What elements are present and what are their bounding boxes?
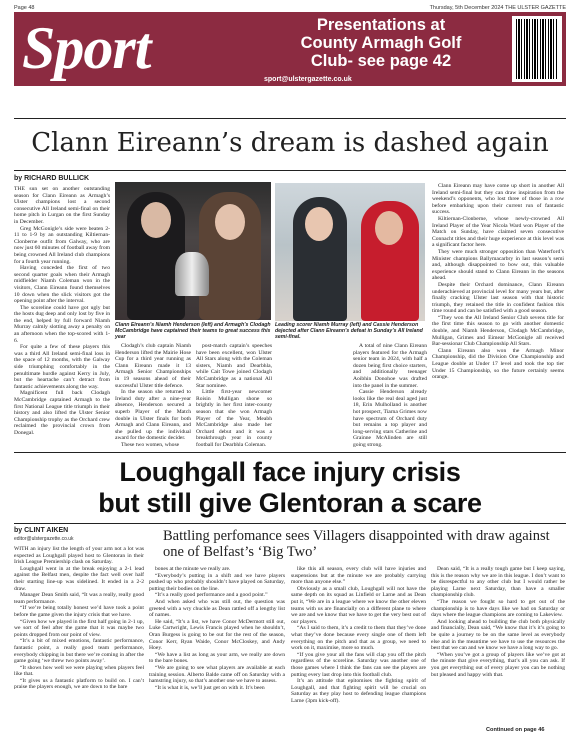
- dateline: Thursday, 5th December 2024 THE ULSTER GAZETTE: [429, 5, 566, 11]
- paragraph: They were much stronger opposition than Waterford’s Minister champions Ballymacarbry in last season’s semi and, although disappointed to bow out, this valuable experience should stand to Clann Eireann in the seasons ahead.: [432, 248, 564, 282]
- photo-captains-with-trophy: [115, 182, 271, 320]
- paragraph: Clann Eireann also won the Armagh Minor Championship, did the Division One Championship and League double at Under 17 level and took the top tier Under 15 Championship, so the future certainly seems orange.: [432, 347, 564, 381]
- story1-column-4: [353, 343, 427, 449]
- paragraph: Cassie Henderson already looks like the real deal aged just 18, Erin Mulholland is another hot prospect, Tiarna Grimes now have spectrum of Orchard duty but remains a top player and long-serving stars Catherine and Grainne McAlinden are still going strong.: [353, 389, 427, 448]
- divider: [14, 118, 566, 119]
- paragraph: Despite their Orchard dominance, Clann Eireann underachieved at provincial level for many years but, after finally cracking Ulster last season with that historic triumph, they retained the title in confident fashion this time round and can be satisfied with a good season.: [432, 281, 564, 315]
- paragraph: A total of nine Clann Eireann players featured for the Armagh senior team in 2024, with half a dozen being first choice starters, and additionally teenager Aoibhin Donohoe was drafted into the panel in the summer.: [353, 343, 427, 389]
- paragraph: He said, “It’s a list, we have Conor McDermott still out, Luke Cartwright, Lewis Francis played when he shouldn’t, Oran Burgess is going to be out for the rest of the season, Conor Kerr, Ryan Waide, Conor McCloskey, and Andy Hoey.: [149, 618, 285, 652]
- paragraph: “If you give your all the fans will clap you off the pitch regardless of the scoreline. Saturday was another one of those games where I think the fans can see the players are putting every last drop into this football club.: [291, 651, 426, 678]
- divider: [14, 523, 566, 524]
- paragraph: WITH an injury list the length of your arm not a lot was expected as Loughgall played host to Glentoran in their Irish League Premiership clash on Saturday.: [14, 546, 144, 566]
- paragraph: Greg McGonigle’s side were beaten 2-11 to 1-9 by an outstanding Kiltiernan-Clonberne outfit from Galway, who are now just 60 minutes of football away from being crowned All Ireland club champions for a fourth year running.: [14, 225, 110, 265]
- paragraph: “As I said to them, it’s a credit to them that they’ve done what they’ve done because every single one of them left everything on the pitch and that as a group, we need to work on it, maximise, more so much.: [291, 625, 426, 652]
- paragraph: Loughgall went in at the break enjoying a 2-1 lead against the Belfast men, despite the fact well over half their starting line-up was sidelined. It ended in a 2-2 draw.: [14, 565, 144, 592]
- barcode-bars: [516, 19, 558, 79]
- story2-byline: by CLINT AIKEN: [14, 527, 69, 534]
- paragraph: bones at the minute we really are.: [155, 566, 231, 572]
- paragraph: post-match captain’s speeches have been excellent, won Ulster All Stars along with the Coleman sisters, Niamh and Dearbhla, while Cait Towe joined Clodagh McCambridge as a national All Star nominee.: [196, 343, 272, 389]
- paragraph: “When you’ve got a group of players like we’ve got at the minute that give everything, that’s all you can ask. If you get everything out of every player you can be nothing but pleased and happy with that.: [431, 651, 565, 678]
- paragraph: Dean said, “It is a really tough game but I keep saying, this is the reason why we are in this league. I don’t want to be disrespectful to any other club but I would rather be playing Larne next Saturday, than have a smaller championship club.: [431, 566, 565, 599]
- paragraph: “Given how we played in the first half going in 2-1 up, we sort of feel after the game that it was maybe two points dropped from our point of view.: [14, 618, 144, 638]
- paragraph: Manager Dean Smith said, “It was a really, really good team performance.: [14, 592, 144, 605]
- paragraph: like this all season, every club will have injuries and suspensions but at the minute we are probably carrying more than anyone else.”: [291, 566, 426, 586]
- face-left: [141, 202, 171, 238]
- paragraph: “The reason we fought so hard to get out of the championship is to have days like we had on Saturday or days where the league champions are coming to Lakeview.: [431, 598, 565, 619]
- story2-column-2: [149, 566, 285, 736]
- story1-column-5: [432, 183, 564, 449]
- paragraph: Magnificent full back Clodagh McCambridge captained Armagh to the first National League title triumph in their history and also lifted the Ulster Senior Championship trophy as the Orchard crew reclaimed the provincial crown from Donegal.: [14, 390, 110, 436]
- story2-deck: Battling perfomance sees Villagers disappointed with draw against one of Belfast’s ‘Big Two’: [163, 528, 550, 560]
- story2-column-1: [14, 546, 144, 736]
- paragraph: Clodagh’s club captain Niamh Henderson lifted the Mairie Hose Cup for a third year running as Clann Eireann made it 13 Armagh Senior Championships in 19 seasons ahead of their successful Ulster title defence.: [115, 343, 191, 389]
- paragraph: And looking ahead to building the club both physically and financially, Dean said, “We know that it’s it’s going to be quite a journey to be on the same level as everybody else and in the meantime we have to use the resources the best that we can and we know we have a long way to go.: [431, 618, 565, 652]
- paragraph: The scoreline could have got ugly but the hosts dug deep and only lost by five in the end, helped by full forward Niamh Murray calmly slotting away a penalty on an afternoon when the top-scored with 1-6.: [14, 304, 110, 344]
- story1-column-3: [196, 343, 272, 449]
- face-right: [375, 211, 403, 245]
- divider: [14, 170, 566, 171]
- paragraph: Kiltiernan-Clonberne, whose newly-crowned All Ireland Player of the Year Nicola Ward won Player of the Match on Sunday, have claimed seven consecutive Connacht titles and their huge experience at this level was a significant factor here.: [432, 215, 564, 249]
- section-title: Sport: [22, 15, 151, 81]
- headline-line: but still give Glentoran a scare: [98, 488, 482, 518]
- divider: [14, 452, 566, 453]
- paragraph: “It shows how well we were playing when players feel like that.: [14, 664, 144, 678]
- page-number: Page 48: [14, 5, 35, 11]
- caption-2: Leading scorer Niamh Murray (left) and Cassie Henderson dejected after Clann Eireann’s defeat in Sunday’s All Ireland semi-final.: [275, 322, 423, 340]
- paragraph: Having conceded the first of two second quarter goals when their Armagh midfielder Niamh Coleman won in the visitors, Clann Eireann found themselves 10 down when the slick visitors got the opening point after the interval.: [14, 265, 110, 305]
- paragraph: “They won the All Ireland Senior Club sevens title for the first time this season to go with another domestic double, and Niamh Henderson, Clodagh McCambridge, Mulligan, Grimes and Eimear McGonigle all received Bar-sessionar Club Championship All Stars.: [432, 314, 564, 348]
- paragraph: Obviously as a small club, Loughgall will not have the same depth on its squad as Linfield or Larne and as Dean put it, “We are in a league where we know the other eleven teams with us are financially on a different plane to where we are and we know that we have to get the very best out of our players.: [291, 585, 426, 625]
- paragraph: “If we’re being totally honest we’d have took a point before the game given the injury crisis that we have.: [14, 605, 144, 618]
- paragraph: Little first-year newcomer Roisin Mulligan shone so brightly in her first inter-county season that she won Armagh Player of the Year, Meabh McCambridge also made her Orchard debut and it was a breakthrough year in county football for Dearbhla Coleman.: [196, 389, 272, 448]
- story1-headline: Clann Eireann’s dream is dashed again: [31, 128, 549, 158]
- paragraph: For quite a few of these players this was a third All Ireland semi-final loss in the space of 12 months, with the Galway side triumphing comfortably in the penultimate hurdle against Kerry in July, but the heartache can’t detract from fantastic achievements along the way.: [14, 344, 110, 390]
- paragraph: Clann Eireann may have come up short in another All Ireland semi-final but they can draw inspiration from the weekend’s opponents, who lost three of those in a row before embarking upon their current run of fantastic success.: [432, 183, 564, 216]
- promo-line: Club- see page 42: [310, 52, 452, 70]
- face-right: [215, 204, 245, 240]
- promo-box: [258, 16, 504, 72]
- continued-link[interactable]: Continued on page 46: [486, 727, 545, 733]
- story1-column-1: [14, 186, 110, 448]
- sport-email: sport@ulstergazette.co.uk: [264, 76, 352, 83]
- story1-byline: by RICHARD BULLICK: [14, 175, 90, 182]
- sport-masthead: [14, 12, 566, 86]
- barcode: [512, 16, 562, 82]
- paragraph: It’s an attitude that epitomises the fighting spirit of Loughgall, and that fighting spirit will be crucial on Saturday as they play host to defending league champions Larne (3pm kick-off).: [291, 678, 426, 704]
- paragraph: “It’s a bit of mixed emotions, fantastic performance, fantastic point, a really good team performance, everybody chipping in but there we’re coming in after the game going ‘we threw two points away’.: [14, 638, 144, 665]
- paragraph: “Everybody’s putting in a shift and we have players pushed up who probably shouldn’t have played on Saturday, putting their bodies on the line.: [149, 572, 285, 592]
- paragraph: These two women, whose: [121, 441, 180, 448]
- paragraph: “It gives us a fantastic platform to build on. I can’t praise the players enough, we are down to the bare: [14, 677, 144, 691]
- story2-column-4: [431, 566, 565, 724]
- story1-column-2: [115, 343, 191, 449]
- promo-line: Presentations at: [316, 16, 446, 34]
- paragraph: “We are going to see what players are available at each training session. Alberto Balde came off on Saturday with a hamstring injury, so that’s another one we have to assess.: [149, 664, 285, 685]
- face-left: [305, 207, 333, 241]
- paragraph: “It’s a really good performance and a good point.”: [155, 592, 268, 599]
- story2-headline: [14, 457, 566, 519]
- paragraph: “It is what it is, we’ll just get on with it. It’s been: [155, 684, 265, 691]
- promo-line: County Armagh Golf: [300, 34, 462, 52]
- story2-column-3: [291, 566, 426, 736]
- photo-dejected-players: [275, 183, 425, 321]
- story2-email: editor@ulstergazette.co.uk: [14, 536, 74, 542]
- paragraph: In the season she returned to Ireland duty after a nine-year absence, Henderson secured a superb Player of the Match double in Ulster finals for both Armagh and Clann Eireann, and she pulled up the individual award for the domestic decider.: [115, 389, 191, 442]
- paragraph: THE sun set on another outstanding season for Clann Eireann as Armagh’s Ulster champions lost a second consecutive All Ireland semi-final on their home pitch in Lurgan on the first Sunday in December.: [14, 186, 110, 225]
- caption-1: Clann Eireann’s Niamh Henderson (left) and Armagh’s Clodagh McCambridge have captained their teams to great success this year: [115, 322, 271, 340]
- paragraph: “We have a list as long as your arm, we really are down to the bare bones.: [149, 651, 285, 665]
- trophy: [175, 252, 209, 296]
- headline-line: Loughgall face injury crisis: [119, 457, 461, 487]
- paragraph: And when asked who was still out, the question was greeted with a wry chuckle as Dean rattled off a lengthy list of names.: [149, 598, 285, 619]
